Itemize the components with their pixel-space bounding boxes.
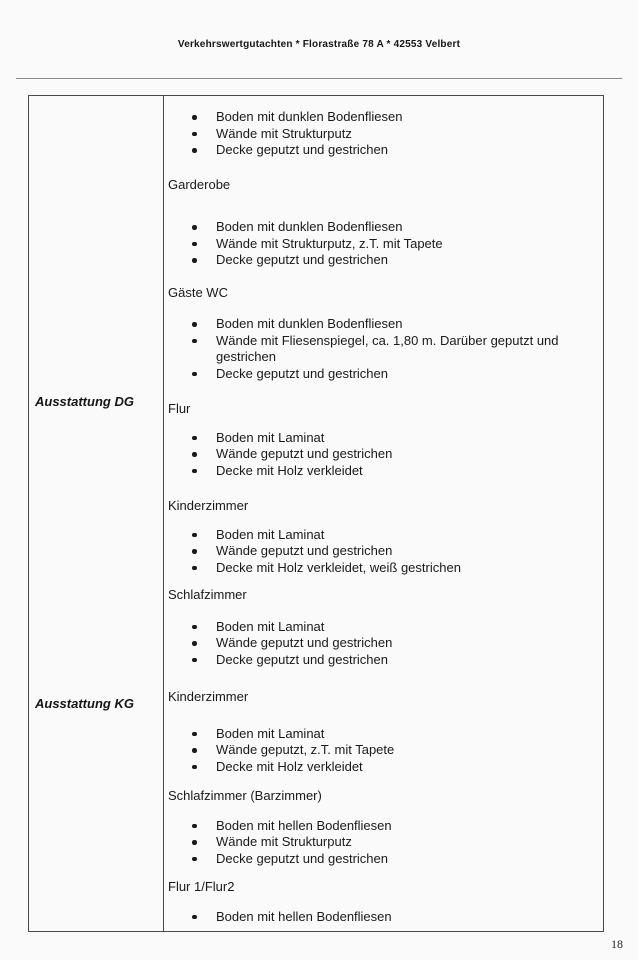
bullet-list: [168, 316, 591, 382]
table-content-column: [164, 96, 603, 931]
bullet-list: [168, 909, 591, 926]
bullet-list: [168, 430, 591, 480]
bullet-list: [168, 109, 591, 159]
bullet-item: Boden mit Laminat: [216, 527, 591, 544]
bullet-item: Boden mit hellen Bodenfliesen: [216, 818, 591, 835]
row-label-ausstattung-kg: Ausstattung KG: [35, 696, 134, 711]
bullet-item: Decke geputzt und gestrichen: [216, 652, 591, 669]
bullet-list: [168, 527, 591, 577]
equipment-table: [28, 95, 604, 932]
bullet-item: Wände geputzt und gestrichen: [216, 635, 591, 652]
section-heading: Kinderzimmer: [168, 498, 249, 513]
row-label-ausstattung-dg: Ausstattung DG: [35, 394, 134, 409]
bullet-item: Boden mit hellen Bodenfliesen: [216, 909, 591, 926]
bullet-item: Boden mit Laminat: [216, 430, 591, 447]
bullet-item: Wände geputzt und gestrichen: [216, 543, 591, 560]
bullet-item: Decke geputzt und gestrichen: [216, 252, 591, 269]
bullet-list: [168, 619, 591, 669]
bullet-item: Decke geputzt und gestrichen: [216, 366, 591, 383]
page-header-title: Verkehrswertgutachten * Florastraße 78 A * 42553 Velbert: [177, 39, 461, 50]
bullet-item: Wände geputzt und gestrichen: [216, 446, 591, 463]
bullet-list: [168, 726, 591, 776]
bullet-item: Boden mit dunklen Bodenfliesen: [216, 109, 591, 126]
bullet-item: Wände mit Fliesenspiegel, ca. 1,80 m. Darüber geputzt und gestrichen: [216, 333, 591, 366]
bullet-item: Decke mit Holz verkleidet, weiß gestrichen: [216, 560, 591, 577]
bullet-list: [168, 818, 591, 868]
bullet-item: Boden mit dunklen Bodenfliesen: [216, 219, 591, 236]
bullet-item: Decke geputzt und gestrichen: [216, 142, 591, 159]
section-heading: Garderobe: [168, 176, 231, 192]
bullet-list: [168, 219, 591, 269]
section-heading: Flur: [168, 401, 191, 416]
bullet-item: Decke mit Holz verkleidet: [216, 759, 591, 776]
section-heading: Kinderzimmer: [168, 689, 249, 704]
bullet-item: Boden mit dunklen Bodenfliesen: [216, 316, 591, 333]
bullet-item: Wände mit Strukturputz, z.T. mit Tapete: [216, 236, 591, 253]
bullet-item: Wände mit Strukturputz: [216, 126, 591, 143]
section-heading: Schlafzimmer: [168, 587, 247, 602]
section-heading: Flur 1/Flur2: [168, 879, 235, 894]
bullet-item: Boden mit Laminat: [216, 619, 591, 636]
bullet-item: Wände mit Strukturputz: [216, 834, 591, 851]
section-heading: Gäste WC: [168, 284, 228, 300]
bullet-item: Decke mit Holz verkleidet: [216, 463, 591, 480]
bullet-item: Boden mit Laminat: [216, 726, 591, 743]
bullet-item: Wände geputzt, z.T. mit Tapete: [216, 742, 591, 759]
section-heading: Schlafzimmer (Barzimmer): [168, 788, 322, 803]
page-number: 18: [611, 937, 623, 951]
header-rule: [16, 78, 622, 79]
bullet-item: Decke geputzt und gestrichen: [216, 851, 591, 868]
